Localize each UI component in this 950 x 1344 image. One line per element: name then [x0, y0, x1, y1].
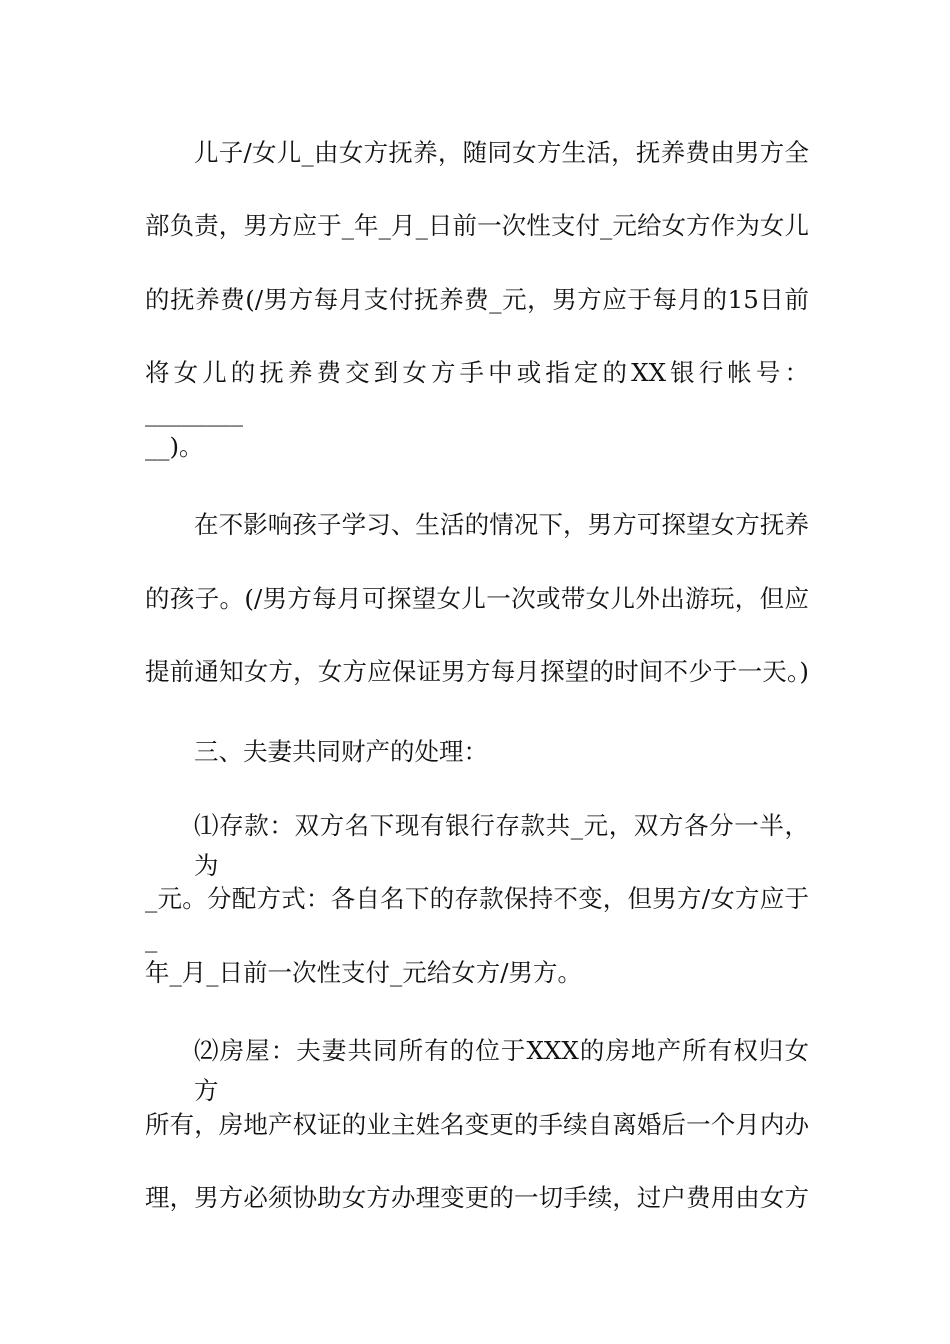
paragraph-2-line-3: 提前通知女方，女方应保证男方每月探望的时间不少于一天。) [145, 657, 809, 686]
paragraph-1-line-4: 将女儿的抚养费交到女方手中或指定的XX银行帐号：________ [145, 358, 809, 427]
paragraph-4-line-2: _元。分配方式：各自名下的存款保持不变，但男方/女方应于_ [145, 884, 809, 953]
paragraph-1-line-3: 的抚养费(/男方每月支付抚养费_元，男方应于每月的15日前 [145, 285, 809, 314]
paragraph-5-line-1: ⑵房屋：夫妻共同所有的位于XXX的房地产所有权归女方 [194, 1036, 809, 1105]
paragraph-1-line-2: 部负责，男方应于_年_月_日前一次性支付_元给女方作为女儿 [145, 211, 809, 240]
paragraph-5-line-2: 所有，房地产权证的业主姓名变更的手续自离婚后一个月内办 [145, 1110, 809, 1139]
paragraph-2-line-1: 在不影响孩子学习、生活的情况下，男方可探望女方抚养 [194, 510, 809, 539]
section-heading: 三、夫妻共同财产的处理： [194, 737, 488, 766]
paragraph-4-line-1: ⑴存款：双方名下现有银行存款共_元，双方各分一半，为 [194, 811, 809, 880]
paragraph-1-line-1: 儿子/女儿_由女方抚养，随同女方生活，抚养费由男方全 [194, 138, 809, 167]
paragraph-2-line-2: 的孩子。(/男方每月可探望女儿一次或带女儿外出游玩，但应 [145, 584, 809, 613]
paragraph-4-line-3: 年_月_日前一次性支付_元给女方/男方。 [145, 958, 583, 987]
paragraph-5-line-3: 理，男方必须协助女方办理变更的一切手续，过户费用由女方 [145, 1183, 809, 1212]
paragraph-1-line-5: __)。 [145, 432, 204, 461]
